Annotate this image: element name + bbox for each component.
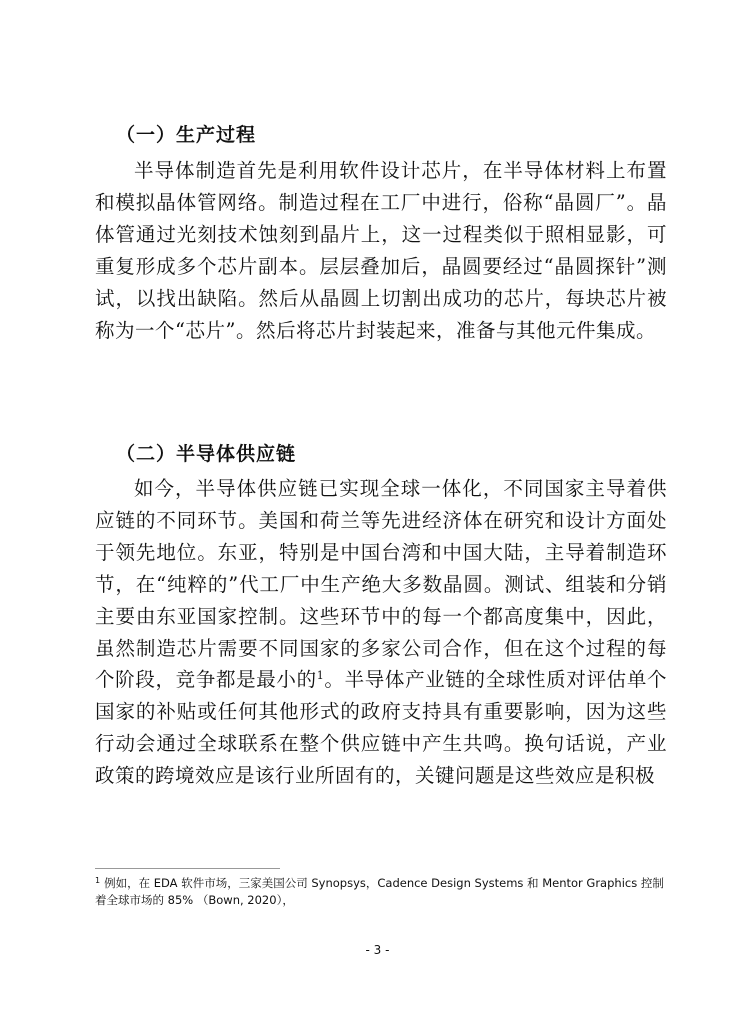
paragraph-text-part-2: 。半导体产业链的全球性质对评估单个国家的补贴或任何其他形式的政府支持具有重要影响，因为这些行动会通过全球联系在整个供应链中产生共鸣。换句话说，产业政策的跨境效应是该行业所固有的，关键问题是这些效应是积极 <box>95 668 667 788</box>
footnote-text: 例如，在 EDA 软件市场，三家美国公司 Synopsys，Cadence Design Systems 和 Mentor Graphics 控制着全球市场的 85% （Bown, 2020）， <box>95 876 664 907</box>
footnote-divider <box>95 868 280 869</box>
paragraph-text-part-1: 如今，半导体供应链已实现全球一体化，不同国家主导着供应链的不同环节。美国和荷兰等先进经济体在研究和设计方面处于领先地位。东亚，特别是中国台湾和中国大陆，主导着制造环节，在“纯粹的”代工厂中生产绝大多数晶圆。测试、组装和分销主要由东亚国家控制。这些环节中的每一个都高度集中，因此，虽然制造芯片需要不同国家的多家公司合作，但在这个过程的每个阶段，竞争都是最小的 <box>95 477 667 692</box>
page-number: - 3 - <box>365 943 390 957</box>
footnote-mark: 1 <box>95 876 101 885</box>
section-heading-production-process: （一）生产过程 <box>116 124 257 146</box>
footnote <box>95 875 667 909</box>
footnote-reference[interactable]: 1 <box>316 669 325 683</box>
paragraph-supply-chain <box>95 473 667 792</box>
paragraph-production-process: 半导体制造首先是利用软件设计芯片，在半导体材料上布置和模拟晶体管网络。制造过程在工厂中进行，俗称“晶圆厂”。晶体管通过光刻技术蚀刻到晶片上，这一过程类似于照相显影，可重复形成多个芯片副本。层层叠加后，晶圆要经过“晶圆探针”测试，以找出缺陷。然后从晶圆上切割出成功的芯片，每块芯片被称为一个“芯片”。然后将芯片封装起来，准备与其他元件集成。 <box>95 159 667 342</box>
section-heading-supply-chain: （二）半导体供应链 <box>116 443 297 465</box>
